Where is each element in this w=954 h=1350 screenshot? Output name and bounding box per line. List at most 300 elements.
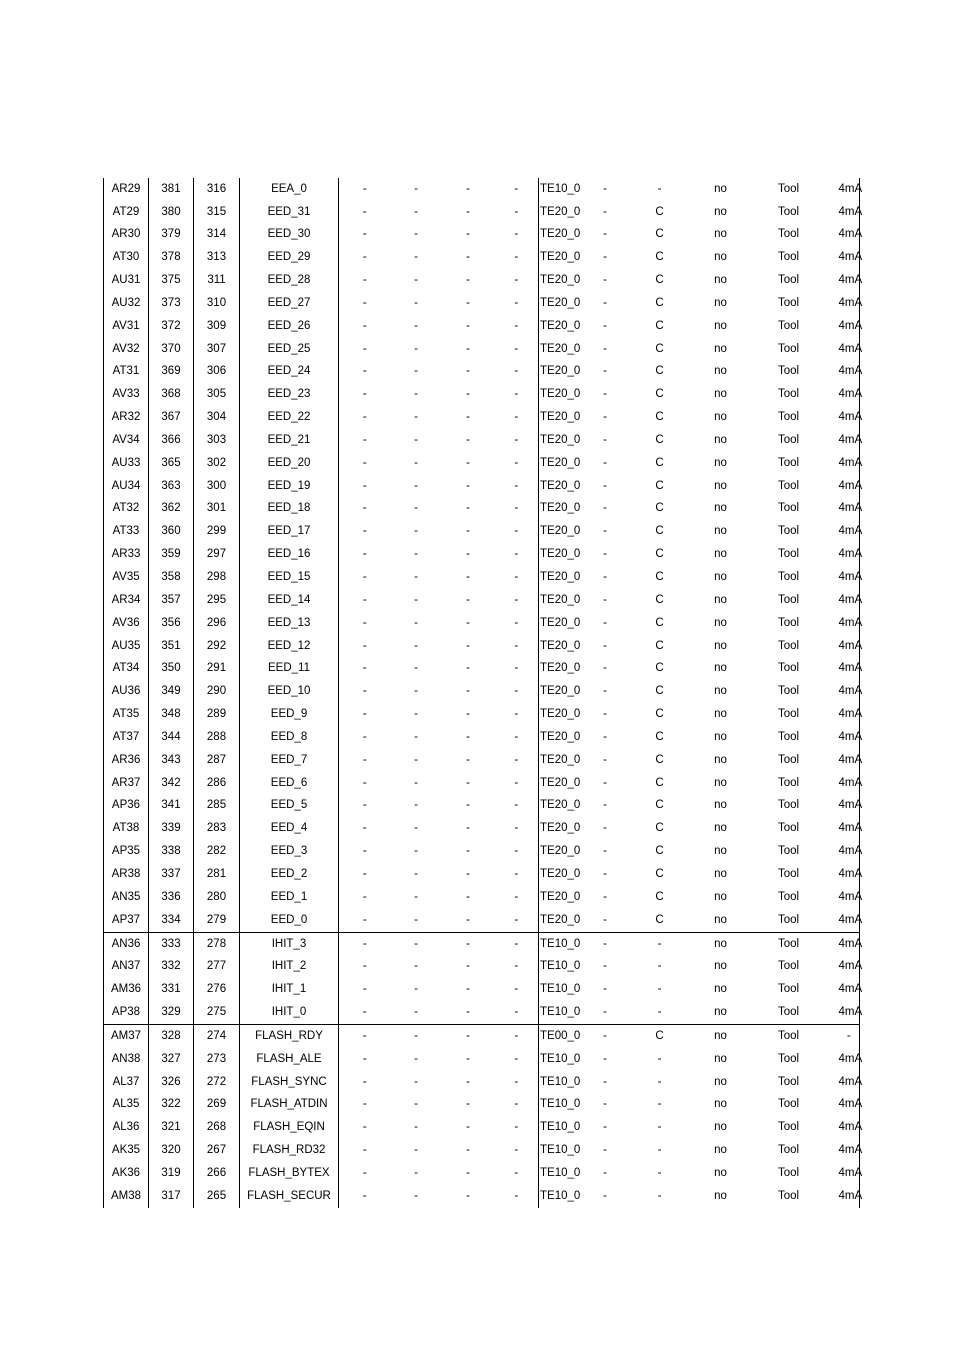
cell-pull: C [655, 867, 664, 880]
cell-drive: 4mA [839, 749, 860, 772]
cell-signal: FLASH_EQIN [240, 1117, 339, 1140]
cell-alt-1: - [362, 867, 367, 880]
cell-reset: no [714, 1029, 727, 1042]
cell-pad-type: TE10_0 [540, 1189, 581, 1202]
cell-function: Tool [777, 296, 800, 309]
cell-pull: C [655, 890, 664, 903]
cell-pin-b: 287 [194, 749, 240, 772]
cell-pad-type: TE20_0 [540, 205, 581, 218]
cell-function: Tool [777, 799, 800, 812]
cell-signal: EED_22 [240, 406, 339, 429]
cell-reset: no [714, 365, 727, 378]
cell-alt-4: - [495, 1094, 539, 1117]
cell-function: Tool [777, 1189, 800, 1202]
cell-function: Tool [777, 182, 800, 195]
cell-ball: AV35 [104, 566, 149, 589]
cell-alt-4: - [495, 1001, 539, 1024]
cell-drive: 4mA [839, 932, 860, 955]
cell-alt-4: - [495, 361, 539, 384]
cell-pin-a: 342 [149, 772, 194, 795]
cell-dir: - [603, 1052, 607, 1065]
cell-dir: - [603, 799, 607, 812]
cell-signal: EED_20 [240, 452, 339, 475]
cell-reset: no [714, 753, 727, 766]
cell-alt-4: - [495, 429, 539, 452]
cell-pin-b: 286 [194, 772, 240, 795]
cell-alt-3: - [466, 1166, 470, 1179]
cell-drive: 4mA [839, 795, 860, 818]
cell-alt-3: - [466, 662, 470, 675]
cell-alt-3: - [466, 251, 470, 264]
cell-pin-a: 332 [149, 956, 194, 979]
cell-function: Tool [777, 1098, 800, 1111]
cell-reset: no [714, 983, 727, 996]
cell-ball: AL35 [104, 1094, 149, 1117]
cell-ball: AV33 [104, 384, 149, 407]
cell-drive: 4mA [839, 178, 860, 201]
cell-signal: FLASH_BYTEX [240, 1162, 339, 1185]
cell-pin-b: 300 [194, 475, 240, 498]
cell-pad-type: TE20_0 [540, 411, 581, 424]
cell-ball: AM37 [104, 1025, 149, 1048]
cell-drive: 4mA [839, 840, 860, 863]
cell-pull: - [657, 1166, 662, 1179]
cell-ball: AT37 [104, 726, 149, 749]
cell-reset: no [714, 1098, 727, 1111]
cell-reset: no [714, 388, 727, 401]
cell-ball: AR36 [104, 749, 149, 772]
cell-alt-4: - [495, 979, 539, 1002]
cell-alt-2: - [414, 593, 418, 606]
cell-ball: AL36 [104, 1117, 149, 1140]
cell-signal: EED_30 [240, 224, 339, 247]
cell-pull: C [655, 388, 664, 401]
cell-pull: C [655, 822, 664, 835]
cell-alt-1: - [362, 593, 367, 606]
cell-alt-3: - [466, 753, 470, 766]
table-row [104, 840, 860, 863]
cell-pull: C [655, 411, 664, 424]
cell-alt-2: - [414, 296, 418, 309]
cell-dir: - [603, 1029, 607, 1042]
cell-ball: AR30 [104, 224, 149, 247]
cell-pull: C [655, 685, 664, 698]
cell-ball: AT29 [104, 201, 149, 224]
cell-pad-type: TE20_0 [540, 616, 581, 629]
cell-pull: C [655, 753, 664, 766]
cell-alt-1: - [362, 274, 367, 287]
cell-signal: EED_17 [240, 521, 339, 544]
cell-drive: - [839, 1025, 860, 1048]
cell-alt-1: - [362, 479, 367, 492]
cell-alt-2: - [391, 909, 442, 932]
cell-dir: - [603, 639, 607, 652]
cell-signal: EED_23 [240, 384, 339, 407]
cell-drive: 4mA [839, 1185, 860, 1208]
cell-pin-a: 367 [149, 406, 194, 429]
cell-pin-a: 370 [149, 338, 194, 361]
cell-alt-4: - [495, 224, 539, 247]
cell-ball: AT30 [104, 247, 149, 270]
cell-alt-4: - [495, 498, 539, 521]
cell-signal: EED_29 [240, 247, 339, 270]
cell-ball: AT35 [104, 703, 149, 726]
cell-alt-4: - [495, 932, 539, 955]
cell-pad-type: TE10_0 [540, 937, 581, 950]
cell-alt-1: - [362, 960, 367, 973]
cell-pad-type: TE20_0 [540, 890, 581, 903]
cell-pull: C [655, 251, 664, 264]
cell-pull: C [655, 228, 664, 241]
cell-pull: C [655, 274, 664, 287]
cell-pin-a: 379 [149, 224, 194, 247]
cell-alt-4: - [495, 795, 539, 818]
cell-reset: no [714, 433, 727, 446]
cell-alt-2: - [414, 730, 418, 743]
cell-alt-2: - [414, 274, 418, 287]
cell-reset: no [714, 616, 727, 629]
cell-alt-2: - [414, 1075, 418, 1088]
cell-alt-2: - [414, 479, 418, 492]
cell-alt-1: - [362, 205, 367, 218]
cell-signal: EED_31 [240, 201, 339, 224]
cell-pull: C [655, 205, 664, 218]
cell-alt-2: - [414, 708, 418, 721]
table-row [104, 201, 860, 224]
cell-pin-a: 358 [149, 566, 194, 589]
cell-alt-3: - [466, 890, 470, 903]
cell-dir: - [603, 960, 607, 973]
cell-alt-1: - [362, 730, 367, 743]
cell-reset: no [714, 890, 727, 903]
cell-alt-2: - [414, 890, 418, 903]
cell-alt-2: - [414, 867, 418, 880]
cell-pad-type: TE10_0 [540, 1121, 581, 1134]
cell-alt-4: - [495, 658, 539, 681]
cell-reset: no [714, 525, 727, 538]
cell-drive: 4mA [839, 247, 860, 270]
table-row [104, 1048, 860, 1071]
cell-signal: IHIT_2 [240, 956, 339, 979]
cell-pin-a: 319 [149, 1162, 194, 1185]
cell-function: Tool [777, 388, 800, 401]
cell-alt-3: - [466, 867, 470, 880]
table-row [104, 726, 860, 749]
cell-pull: - [657, 1098, 662, 1111]
cell-pin-a: 343 [149, 749, 194, 772]
cell-dir: - [603, 342, 607, 355]
cell-drive: 4mA [839, 269, 860, 292]
cell-pin-b: 306 [194, 361, 240, 384]
cell-function: Tool [777, 639, 800, 652]
cell-drive: 4mA [839, 315, 860, 338]
cell-alt-2: - [414, 960, 418, 973]
cell-pad-type: TE20_0 [540, 776, 581, 789]
cell-alt-3: - [466, 685, 470, 698]
cell-signal: EED_26 [240, 315, 339, 338]
cell-ball: AT38 [104, 818, 149, 841]
table-row [104, 498, 860, 521]
cell-pad-type: TE20_0 [540, 433, 581, 446]
cell-ball: AU32 [104, 292, 149, 315]
cell-pin-b: 267 [194, 1139, 240, 1162]
cell-signal: EED_24 [240, 361, 339, 384]
cell-pad-type: TE20_0 [540, 251, 581, 264]
cell-alt-3: - [466, 593, 470, 606]
cell-function: Tool [777, 502, 800, 515]
cell-pull: - [657, 937, 662, 950]
cell-alt-1: - [362, 937, 367, 950]
cell-alt-3: - [466, 571, 470, 584]
table-row [104, 406, 860, 429]
cell-pad-type: TE20_0 [540, 342, 581, 355]
cell-dir: - [603, 685, 607, 698]
cell-signal: IHIT_1 [240, 979, 339, 1002]
cell-alt-1: - [362, 616, 367, 629]
cell-pad-type: TE20_0 [540, 274, 581, 287]
cell-alt-4: - [495, 840, 539, 863]
cell-pull: - [657, 1144, 662, 1157]
cell-pin-a: 359 [149, 544, 194, 567]
cell-ball: AU35 [104, 635, 149, 658]
cell-function: Tool [777, 365, 800, 378]
cell-pin-b: 281 [194, 863, 240, 886]
cell-function: Tool [777, 867, 800, 880]
cell-function: Tool [777, 411, 800, 424]
cell-dir: - [603, 479, 607, 492]
table-row [104, 635, 860, 658]
cell-pin-b: 311 [194, 269, 240, 292]
cell-pad-type: TE20_0 [540, 479, 581, 492]
cell-alt-2: - [414, 1052, 418, 1065]
cell-drive: 4mA [839, 612, 860, 635]
cell-alt-1: - [362, 1029, 367, 1042]
table-row [104, 429, 860, 452]
cell-pin-a: 360 [149, 521, 194, 544]
cell-pin-a: 380 [149, 201, 194, 224]
cell-pin-b: 298 [194, 566, 240, 589]
cell-pad-type: TE20_0 [540, 525, 581, 538]
cell-function: Tool [777, 662, 800, 675]
cell-ball: AP36 [104, 795, 149, 818]
cell-alt-2: - [414, 251, 418, 264]
cell-reset: no [714, 1144, 727, 1157]
cell-pin-b: 277 [194, 956, 240, 979]
cell-alt-4: - [495, 1185, 539, 1208]
cell-ball: AU36 [104, 681, 149, 704]
cell-alt-4: - [495, 772, 539, 795]
cell-signal: EED_21 [240, 429, 339, 452]
table-row [104, 818, 860, 841]
cell-alt-1: - [362, 1144, 367, 1157]
cell-pull: - [657, 983, 662, 996]
table-row [104, 863, 860, 886]
cell-pad-type: TE20_0 [540, 730, 581, 743]
cell-ball: AN37 [104, 956, 149, 979]
cell-pad-type: TE20_0 [540, 319, 581, 332]
cell-pin-b: 315 [194, 201, 240, 224]
table-row [104, 932, 860, 955]
cell-drive: 4mA [839, 521, 860, 544]
table-row [104, 589, 860, 612]
cell-reset: no [714, 274, 727, 287]
table-row [104, 315, 860, 338]
cell-alt-2: - [414, 388, 418, 401]
cell-alt-4: - [495, 292, 539, 315]
cell-pin-b: 295 [194, 589, 240, 612]
cell-alt-1: - [362, 182, 367, 195]
cell-drive: 4mA [839, 1094, 860, 1117]
cell-pad-type: TE20_0 [540, 593, 581, 606]
cell-pin-a: 350 [149, 658, 194, 681]
cell-alt-2: - [414, 685, 418, 698]
cell-alt-4: - [495, 201, 539, 224]
cell-pin-b: 291 [194, 658, 240, 681]
cell-pin-b: 289 [194, 703, 240, 726]
cell-pin-b: 279 [194, 909, 240, 932]
cell-function: Tool [777, 822, 800, 835]
cell-alt-1: - [362, 685, 367, 698]
cell-pull: C [655, 593, 664, 606]
cell-alt-1: - [362, 388, 367, 401]
table-row [104, 452, 860, 475]
cell-drive: 4mA [839, 909, 860, 932]
cell-alt-1: - [339, 909, 391, 932]
cell-signal: EEA_0 [240, 178, 339, 201]
cell-signal: EED_9 [240, 703, 339, 726]
cell-alt-2: - [414, 182, 418, 195]
cell-pull: C [655, 365, 664, 378]
cell-alt-3: - [466, 228, 470, 241]
table-row [104, 1094, 860, 1117]
cell-reset: no [714, 571, 727, 584]
cell-alt-4: - [495, 1048, 539, 1071]
cell-reset: no [714, 502, 727, 515]
table-row [104, 475, 860, 498]
cell-pull: - [657, 182, 662, 195]
cell-function: Tool [777, 845, 800, 858]
cell-drive: 4mA [839, 726, 860, 749]
cell-dir: - [603, 662, 607, 675]
cell-pull: - [657, 1075, 662, 1088]
cell-pin-b: 288 [194, 726, 240, 749]
cell-ball: AR29 [104, 178, 149, 201]
cell-alt-3: - [466, 182, 470, 195]
cell-pull: C [655, 776, 664, 789]
cell-dir: - [603, 456, 607, 469]
cell-alt-3: - [466, 342, 470, 355]
cell-pad-type: TE20_0 [540, 296, 581, 309]
cell-alt-2: - [414, 822, 418, 835]
cell-reset: no [703, 1001, 739, 1024]
cell-alt-2: - [414, 548, 418, 561]
cell-signal: EED_15 [240, 566, 339, 589]
cell-reset: no [714, 867, 727, 880]
cell-alt-3: - [466, 708, 470, 721]
cell-dir: - [603, 708, 607, 721]
cell-alt-1: - [362, 433, 367, 446]
cell-drive: 4mA [839, 224, 860, 247]
cell-dir: - [603, 296, 607, 309]
cell-pad-type: TE20_0 [540, 708, 581, 721]
cell-alt-4: - [495, 566, 539, 589]
table-row [104, 338, 860, 361]
cell-pin-a: 349 [149, 681, 194, 704]
cell-pad-type: TE20_0 [540, 867, 581, 880]
cell-pad-type: TE20_0 [540, 548, 581, 561]
cell-function: Tool [777, 685, 800, 698]
table-row [104, 1025, 860, 1048]
cell-pin-a: 372 [149, 315, 194, 338]
cell-pin-a: 366 [149, 429, 194, 452]
cell-signal: EED_0 [240, 909, 339, 932]
cell-reset: no [714, 799, 727, 812]
cell-ball: AM38 [104, 1185, 149, 1208]
cell-alt-4: - [495, 406, 539, 429]
cell-alt-4: - [495, 338, 539, 361]
cell-alt-2: - [414, 937, 418, 950]
cell-alt-1: - [362, 228, 367, 241]
cell-alt-4: - [495, 909, 539, 932]
cell-pull: C [655, 525, 664, 538]
cell-alt-1: - [362, 1189, 367, 1202]
cell-alt-4: - [495, 703, 539, 726]
cell-alt-3: - [466, 274, 470, 287]
cell-pin-a: 365 [149, 452, 194, 475]
cell-drive: 4mA [839, 658, 860, 681]
cell-pin-b: 310 [194, 292, 240, 315]
cell-pull: C [655, 433, 664, 446]
cell-alt-2: - [414, 502, 418, 515]
cell-dir: - [603, 1166, 607, 1179]
cell-dir: - [603, 890, 607, 903]
cell-alt-2: - [414, 571, 418, 584]
cell-alt-2: - [414, 1029, 418, 1042]
cell-pin-a: 326 [149, 1071, 194, 1094]
cell-alt-1: - [362, 365, 367, 378]
cell-function: Tool [777, 251, 800, 264]
table-row [104, 1162, 860, 1185]
cell-drive: 4mA [839, 863, 860, 886]
cell-alt-3: - [466, 433, 470, 446]
cell-dir: - [603, 388, 607, 401]
cell-reset: no [714, 1189, 727, 1202]
cell-pin-b: 301 [194, 498, 240, 521]
cell-alt-1: - [362, 799, 367, 812]
cell-ball: AU31 [104, 269, 149, 292]
table-row [104, 1185, 860, 1208]
cell-alt-3: - [466, 1075, 470, 1088]
cell-pad-type: TE10_0 [540, 1075, 581, 1088]
cell-pad-type: TE20_0 [540, 685, 581, 698]
cell-pad-type: TE20_0 [540, 845, 581, 858]
table-row [104, 886, 860, 909]
cell-pad-type: TE10_0 [540, 1166, 581, 1179]
cell-pin-b: 273 [194, 1048, 240, 1071]
cell-dir: - [603, 776, 607, 789]
cell-alt-3: - [466, 960, 470, 973]
table-row [104, 749, 860, 772]
cell-alt-1: - [362, 1166, 367, 1179]
table-row [104, 178, 860, 201]
table-row [104, 1071, 860, 1094]
cell-function: Tool [777, 571, 800, 584]
cell-reset: no [714, 205, 727, 218]
cell-alt-3: - [466, 1189, 470, 1202]
cell-pin-b: 285 [194, 795, 240, 818]
cell-reset: no [714, 548, 727, 561]
cell-pin-b: 276 [194, 979, 240, 1002]
